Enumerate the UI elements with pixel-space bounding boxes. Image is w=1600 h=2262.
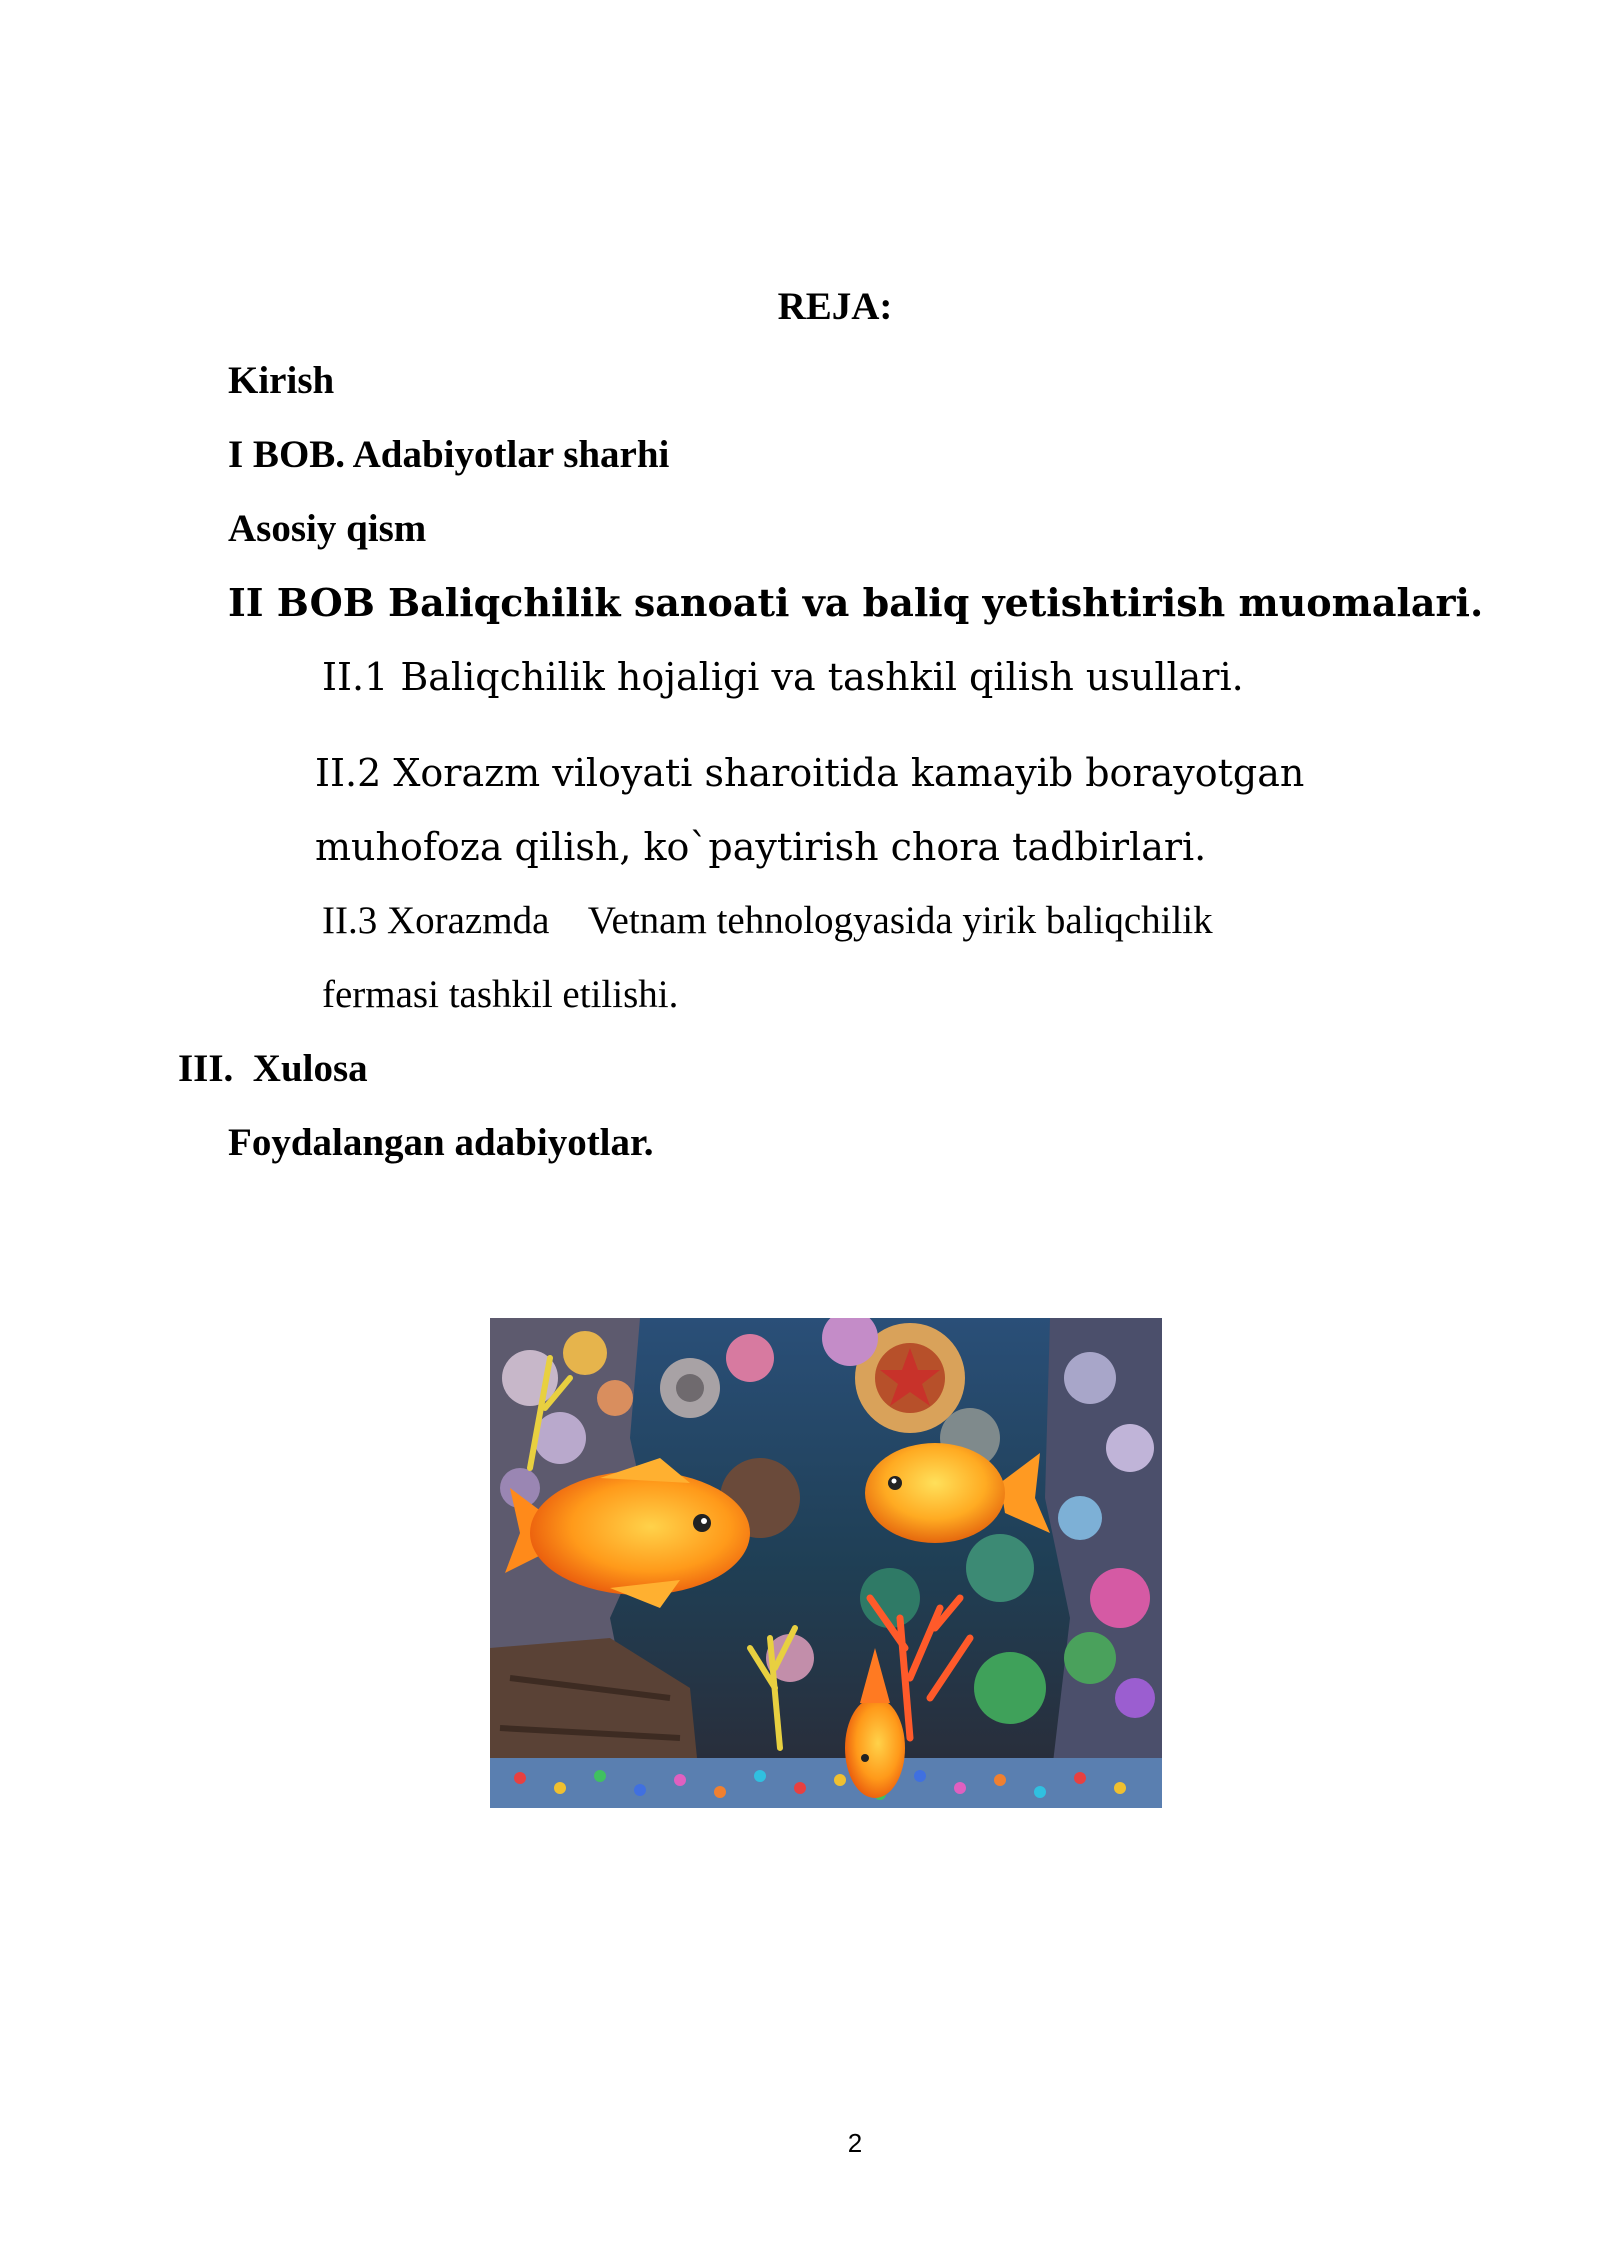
plan-item-chapter-1: I BOB. Adabiyotlar sharhi: [228, 433, 670, 476]
plan-item-section-2-3-line-2: fermasi tashkil etilishi.: [322, 973, 679, 1016]
plan-item-section-2-3-line-1: II.3 Xorazmda Vetnam tehnologyasida yirik baliqchilik: [322, 899, 1213, 942]
plan-item-chapter-2: II BOB Baliqchilik sanoati va baliq yetishtirish muomalari.: [228, 580, 1484, 625]
plan-item-section-2-2-line-2: muhofoza qilish, ko`paytirish chora tadbirlari.: [315, 825, 1207, 869]
plan-item-conclusion: III. Xulosa: [178, 1047, 368, 1090]
plan-item-section-2-2-line-1: II.2 Xorazm viloyati sharoitida kamayib borayotgan: [315, 751, 1305, 795]
plan-item-main-part: Asosiy qism: [228, 507, 427, 550]
plan-title: REJA:: [777, 285, 893, 328]
page-number: 2: [847, 2128, 863, 2158]
plan-item-references: Foydalangan adabiyotlar.: [228, 1121, 654, 1164]
plan-item-introduction: Kirish: [228, 359, 335, 402]
aquarium-fish-photo: [490, 1318, 1162, 1808]
plan-item-section-2-1: II.1 Baliqchilik hojaligi va tashkil qilish usullari.: [322, 655, 1244, 699]
